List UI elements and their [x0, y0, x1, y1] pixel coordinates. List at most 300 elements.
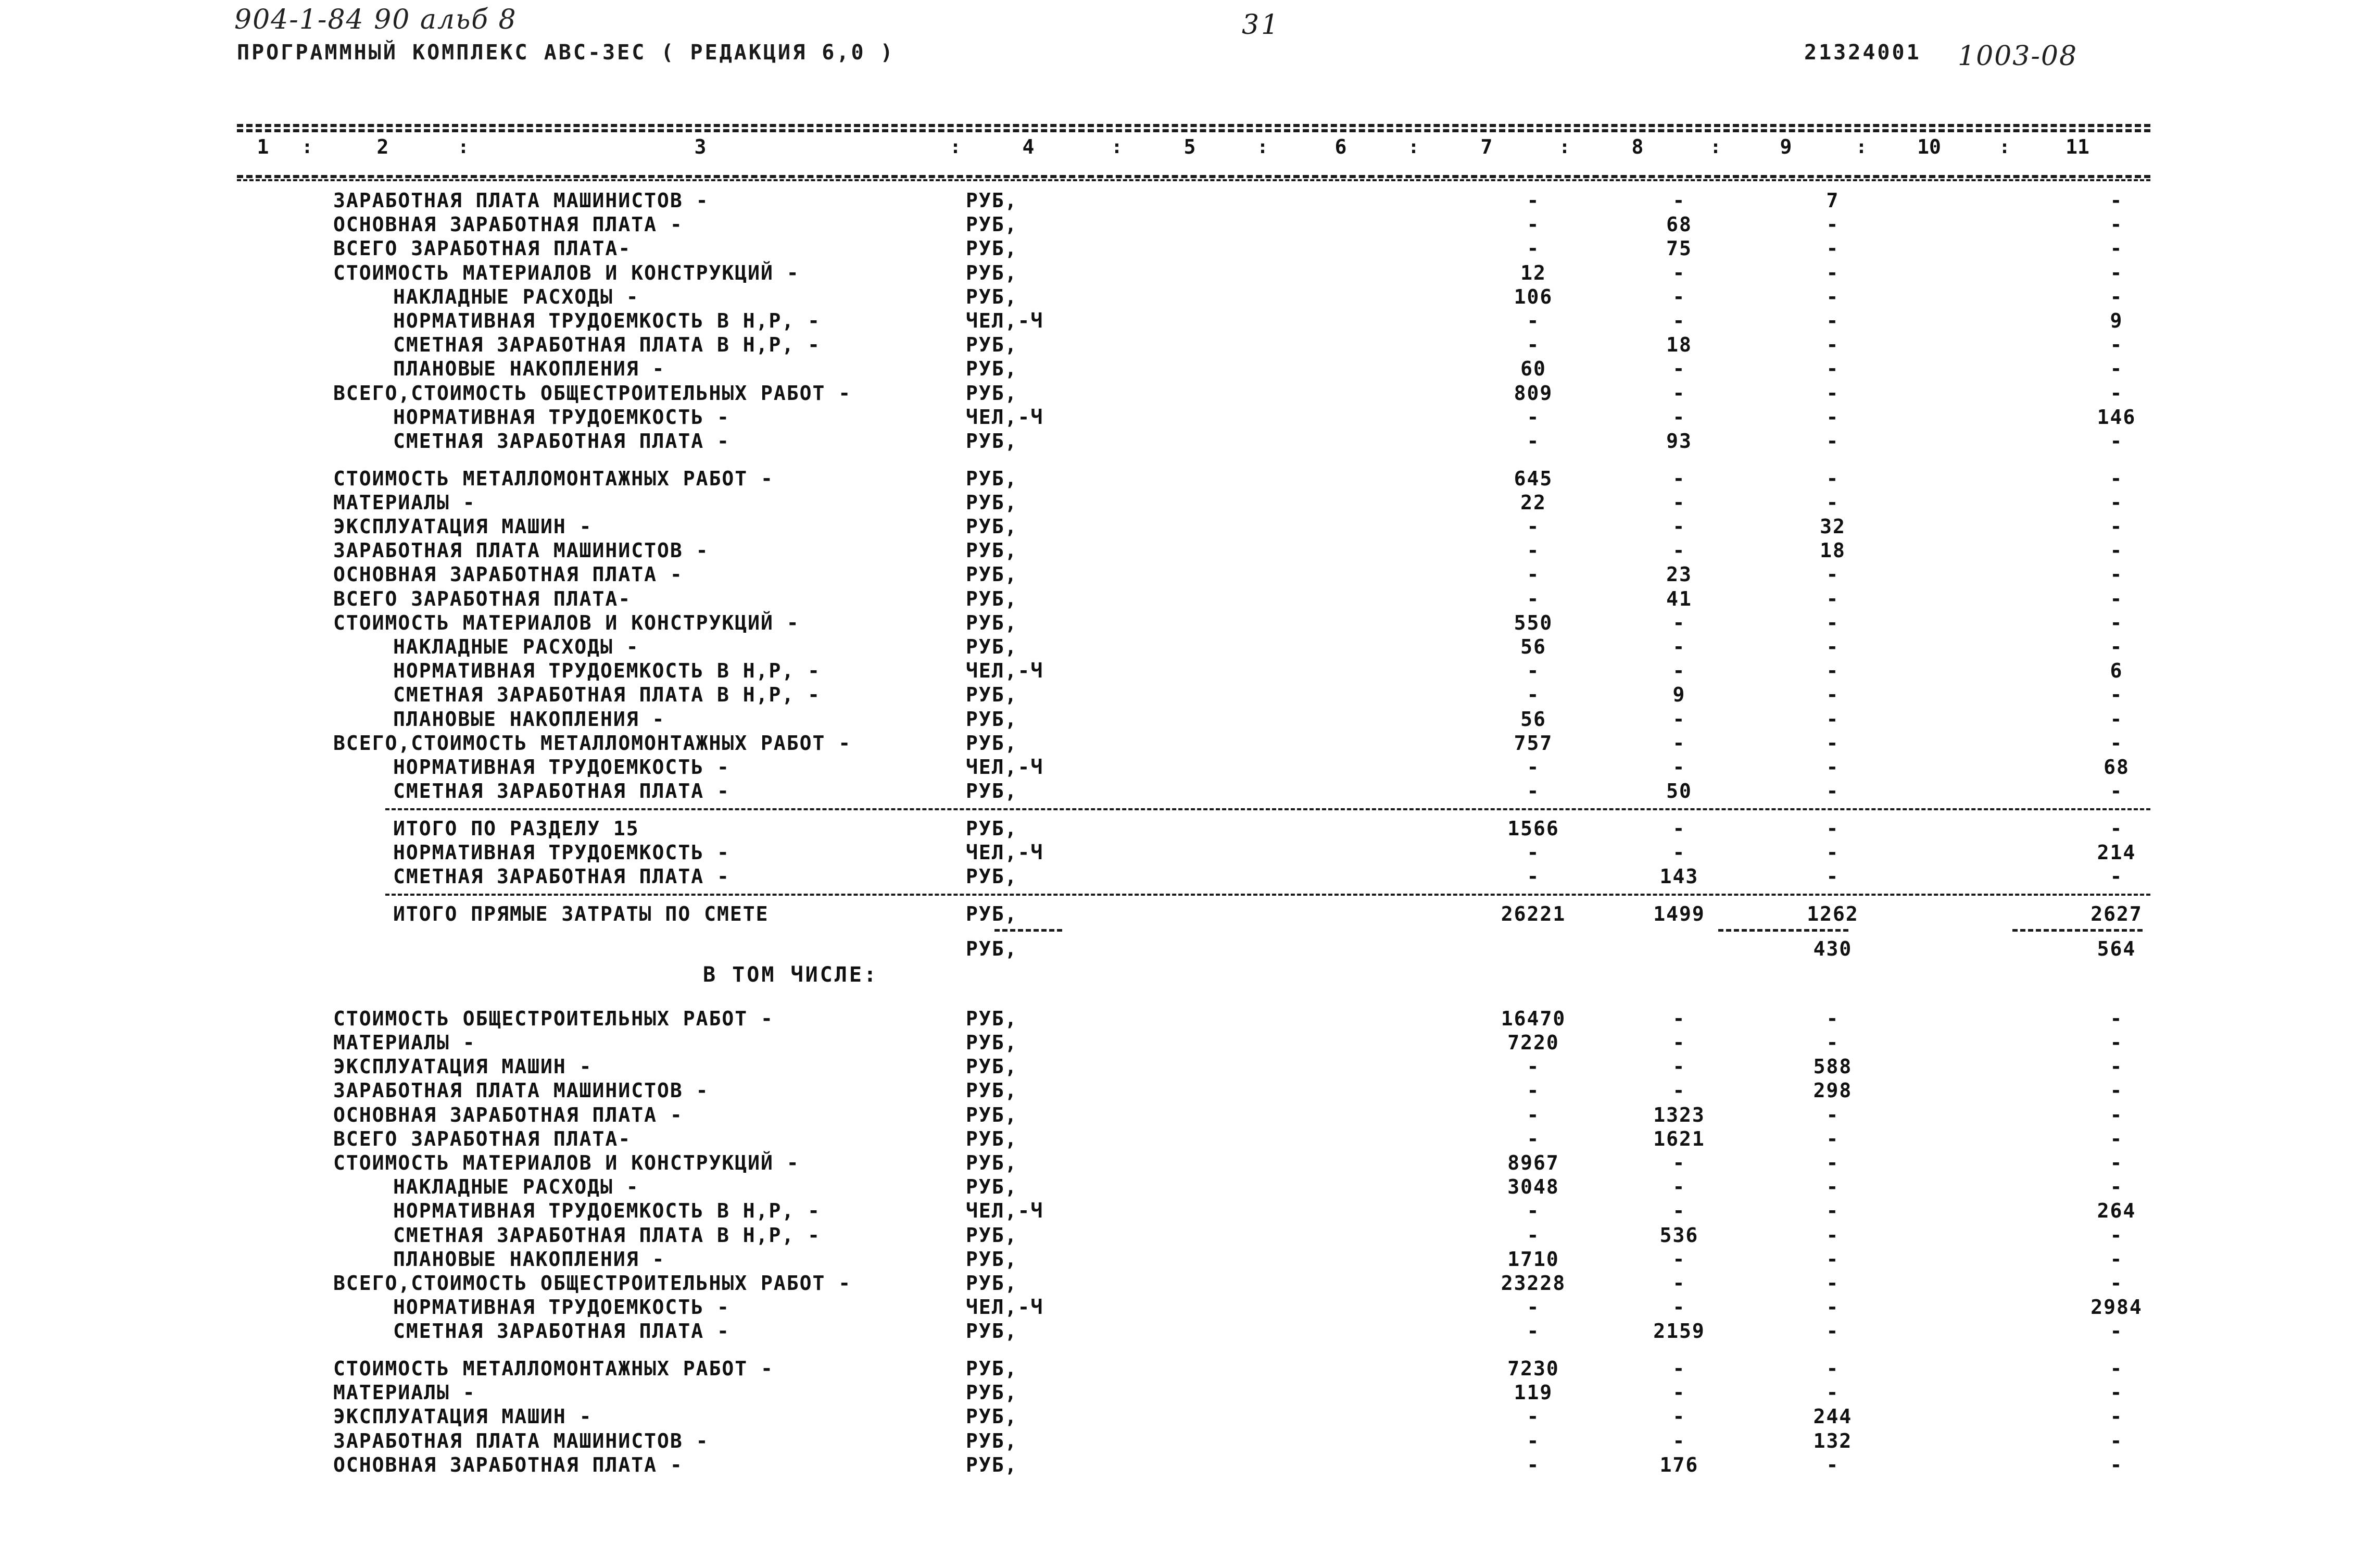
cell-col9: - — [1826, 357, 1840, 381]
table-row — [0, 1223, 2380, 1247]
cell-col9: - — [1826, 817, 1840, 840]
cell-col8: - — [1672, 261, 1686, 284]
cell-col8: - — [1672, 1055, 1686, 1078]
cell-col11: - — [2110, 731, 2123, 755]
table-row — [0, 1078, 2380, 1102]
cell-col8: - — [1672, 1079, 1686, 1102]
cell-col11: - — [2110, 1381, 2123, 1404]
row-label: ОСНОВНАЯ ЗАРАБОТНАЯ ПЛАТА - — [333, 1103, 683, 1126]
row-unit: РУБ, — [966, 1223, 1018, 1247]
cell-col8: - — [1672, 1381, 1686, 1404]
cell-col8: - — [1672, 467, 1686, 490]
cell-col7: 550 — [1514, 611, 1553, 634]
subtotal-underline — [2012, 929, 2143, 932]
cell-col7: - — [1527, 213, 1540, 236]
cell-col9: - — [1826, 1151, 1840, 1174]
row-label: СТОИМОСТЬ МЕТАЛЛОМОНТАЖНЫХ РАБОТ - — [333, 467, 774, 490]
table-row — [0, 309, 2380, 333]
cell-col7: - — [1527, 756, 1540, 779]
column-separator: : — [950, 136, 961, 158]
row-label: ВСЕГО,СТОИМОСТЬ ОБЩЕСТРОИТЕЛЬНЫХ РАБОТ - — [333, 1272, 852, 1295]
cell-col9: - — [1826, 1296, 1840, 1319]
cell-col11: - — [2110, 1429, 2123, 1452]
cell-col11: - — [2110, 1151, 2123, 1174]
cell-col9: - — [1826, 405, 1840, 429]
table-row — [0, 1247, 2380, 1271]
cell-col9: 1262 — [1807, 902, 1859, 925]
row-label: ИТОГО ПО РАЗДЕЛУ 15 — [393, 817, 639, 840]
cell-col7: 3048 — [1507, 1175, 1559, 1199]
breakdown-title: В ТОМ ЧИСЛЕ: — [703, 963, 878, 987]
cell-col8: - — [1672, 659, 1686, 683]
column-number-1: 1 — [257, 135, 269, 158]
table-row — [0, 1199, 2380, 1223]
row-unit: РУБ, — [966, 1151, 1018, 1174]
row-unit: РУБ, — [966, 1103, 1018, 1126]
column-number-9: 9 — [1780, 135, 1792, 158]
table-row — [0, 841, 2380, 864]
row-label: НОРМАТИВНАЯ ТРУДОЕМКОСТЬ В Н,Р, - — [393, 1199, 821, 1223]
cell-col9: - — [1826, 1357, 1840, 1380]
cell-col7: - — [1527, 1055, 1540, 1078]
table-row — [0, 1271, 2380, 1295]
table-row — [0, 1151, 2380, 1175]
cell-col7: - — [1527, 1127, 1540, 1150]
cell-col8: 2159 — [1653, 1320, 1705, 1343]
cell-col11: - — [2110, 1007, 2123, 1030]
table-row — [0, 683, 2380, 707]
cell-col7: - — [1527, 865, 1540, 888]
cell-col8: 9 — [1672, 683, 1686, 707]
cell-col7: - — [1527, 587, 1540, 610]
row-unit: РУБ, — [966, 902, 1018, 925]
table-row — [0, 1404, 2380, 1428]
handwritten-sheet-code: 1003-08 — [1958, 41, 2078, 72]
cell-col9: 32 — [1820, 515, 1846, 538]
row-unit: РУБ, — [966, 1055, 1018, 1078]
row-label: СТОИМОСТЬ МАТЕРИАЛОВ И КОНСТРУКЦИЙ - — [333, 611, 800, 634]
row-unit: РУБ, — [966, 563, 1018, 586]
cell-col9: - — [1826, 309, 1840, 332]
program-header: ПРОГРАММНЫЙ КОМПЛЕКС АВС-3ЕС ( РЕДАКЦИЯ 6,0 ) — [237, 41, 895, 65]
cell-col7: - — [1527, 405, 1540, 429]
cell-col11: - — [2110, 381, 2123, 405]
row-unit: РУБ, — [966, 539, 1018, 562]
cell-col11: - — [2110, 237, 2123, 260]
column-number-8: 8 — [1631, 135, 1644, 158]
row-unit: РУБ, — [966, 1405, 1018, 1428]
cell-col11: 264 — [2097, 1199, 2136, 1223]
table-row — [0, 212, 2380, 236]
row-label: СТОИМОСТЬ МЕТАЛЛОМОНТАЖНЫХ РАБОТ - — [333, 1357, 774, 1380]
cell-col8: 68 — [1666, 213, 1692, 236]
cell-col8: 1499 — [1653, 902, 1705, 925]
cell-col11: 2627 — [2091, 902, 2143, 925]
cell-col8: - — [1672, 1357, 1686, 1380]
row-unit: РУБ, — [966, 1127, 1018, 1150]
row-label: СМЕТНАЯ ЗАРАБОТНАЯ ПЛАТА - — [393, 430, 730, 453]
cell-col7: 106 — [1514, 285, 1553, 308]
cell-col9: 298 — [1813, 1079, 1853, 1102]
cell-col7: - — [1527, 515, 1540, 538]
table-row — [0, 817, 2380, 841]
row-label: ЗАРАБОТНАЯ ПЛАТА МАШИНИСТОВ - — [333, 1079, 709, 1102]
cell-col7: 7220 — [1507, 1031, 1559, 1054]
cell-col7: 26221 — [1501, 902, 1566, 925]
row-unit: ЧЕЛ,-Ч — [966, 659, 1044, 683]
table-row — [0, 587, 2380, 611]
row-label: ВСЕГО ЗАРАБОТНАЯ ПЛАТА- — [333, 587, 632, 610]
cell-col8: - — [1672, 515, 1686, 538]
cell-col8: 50 — [1666, 780, 1692, 803]
cell-col11: - — [2110, 189, 2123, 212]
row-label: ПЛАНОВЫЕ НАКОПЛЕНИЯ - — [393, 1247, 665, 1271]
column-separator: : — [1257, 136, 1268, 158]
cell-col11: - — [2110, 539, 2123, 562]
cell-col11: - — [2110, 1357, 2123, 1380]
cell-col7: - — [1527, 841, 1540, 864]
table-row — [0, 611, 2380, 635]
row-label: ЭКСПЛУАТАЦИЯ МАШИН - — [333, 1055, 593, 1078]
row-label: НОРМАТИВНАЯ ТРУДОЕМКОСТЬ - — [393, 841, 730, 864]
cell-col11: - — [2110, 491, 2123, 514]
cell-col8: 41 — [1666, 587, 1692, 610]
cell-col7: - — [1527, 683, 1540, 707]
row-unit: РУБ, — [966, 635, 1018, 658]
row-unit: РУБ, — [966, 1381, 1018, 1404]
row-unit: РУБ, — [966, 587, 1018, 610]
row-label: ПЛАНОВЫЕ НАКОПЛЕНИЯ - — [393, 707, 665, 731]
table-row — [0, 1381, 2380, 1404]
table-row — [0, 902, 2380, 926]
row-label: ЭКСПЛУАТАЦИЯ МАШИН - — [333, 515, 593, 538]
cell-col9: - — [1826, 333, 1840, 357]
table-header-bottom-rule-double — [237, 179, 2150, 181]
column-number-5: 5 — [1183, 135, 1196, 158]
table-row — [0, 1319, 2380, 1343]
cell-col9: - — [1826, 1247, 1840, 1271]
cell-col8: 75 — [1666, 237, 1692, 260]
cell-col9: - — [1826, 1272, 1840, 1295]
cell-col11: - — [2110, 261, 2123, 284]
column-separator: : — [301, 136, 313, 158]
cell-col8: 18 — [1666, 333, 1692, 357]
cell-col7: - — [1527, 1405, 1540, 1428]
cell-col9: - — [1826, 635, 1840, 658]
table-row — [0, 1453, 2380, 1477]
row-unit: ЧЕЛ,-Ч — [966, 756, 1044, 779]
table-row — [0, 1175, 2380, 1199]
cell-col9: - — [1826, 683, 1840, 707]
cell-col7: 645 — [1514, 467, 1553, 490]
cell-col11: - — [2110, 430, 2123, 453]
cell-col9: - — [1826, 587, 1840, 610]
cell-col7: - — [1527, 237, 1540, 260]
row-label: СМЕТНАЯ ЗАРАБОТНАЯ ПЛАТА В Н,Р, - — [393, 333, 821, 357]
cell-col7: - — [1527, 1320, 1540, 1343]
table-row — [0, 1055, 2380, 1078]
handwritten-album-note: 904-1-84 90 альб 8 — [234, 4, 517, 35]
cell-col8: - — [1672, 1007, 1686, 1030]
cell-col11: 9 — [2110, 309, 2123, 332]
cell-col9: - — [1826, 563, 1840, 586]
section-total-rule — [385, 808, 2150, 810]
row-label: НОРМАТИВНАЯ ТРУДОЕМКОСТЬ - — [393, 756, 730, 779]
row-unit: ЧЕЛ,-Ч — [966, 405, 1044, 429]
cell-col9: - — [1826, 731, 1840, 755]
cell-col11: - — [2110, 1247, 2123, 1271]
table-row — [0, 1429, 2380, 1453]
cell-col11: 6 — [2110, 659, 2123, 683]
row-label: ЭКСПЛУАТАЦИЯ МАШИН - — [333, 1405, 593, 1428]
cell-col8: - — [1672, 357, 1686, 381]
cell-col7: - — [1527, 1429, 1540, 1452]
cell-col9: 18 — [1820, 539, 1846, 562]
table-top-rule — [237, 124, 2150, 127]
row-label: НОРМАТИВНАЯ ТРУДОЕМКОСТЬ - — [393, 1296, 730, 1319]
row-label: СМЕТНАЯ ЗАРАБОТНАЯ ПЛАТА - — [393, 1320, 730, 1343]
column-separator: : — [458, 136, 469, 158]
cell-col11: - — [2110, 1453, 2123, 1476]
cell-col11: - — [2110, 1103, 2123, 1126]
row-unit: РУБ, — [966, 1031, 1018, 1054]
table-row — [0, 405, 2380, 429]
cell-col7: 56 — [1520, 707, 1546, 731]
table-row — [0, 285, 2380, 309]
table-row — [0, 562, 2380, 586]
row-unit: РУБ, — [966, 189, 1018, 212]
cell-col11: 68 — [2104, 756, 2130, 779]
cell-col11: - — [2110, 1127, 2123, 1150]
cell-col9: - — [1826, 213, 1840, 236]
column-separator: : — [1856, 136, 1867, 158]
cell-col7: - — [1527, 780, 1540, 803]
cell-col11: - — [2110, 817, 2123, 840]
cell-col9: - — [1826, 467, 1840, 490]
cell-col7: - — [1527, 333, 1540, 357]
row-unit: РУБ, — [966, 1453, 1018, 1476]
cell-col9: - — [1826, 261, 1840, 284]
cell-col8: - — [1672, 817, 1686, 840]
row-label: ОСНОВНАЯ ЗАРАБОТНАЯ ПЛАТА - — [333, 1453, 683, 1476]
cell-col7: 23228 — [1501, 1272, 1566, 1295]
cell-col8: - — [1672, 309, 1686, 332]
row-unit: РУБ, — [966, 333, 1018, 357]
cell-col9: - — [1826, 1127, 1840, 1150]
row-label: ИТОГО ПРЯМЫЕ ЗАТРАТЫ ПО СМЕТЕ — [393, 902, 769, 925]
cell-col7: 1710 — [1507, 1247, 1559, 1271]
cell-col7: 22 — [1520, 491, 1546, 514]
row-label: ВСЕГО ЗАРАБОТНАЯ ПЛАТА- — [333, 1127, 632, 1150]
table-row — [0, 1295, 2380, 1319]
cell-col11: - — [2110, 587, 2123, 610]
column-separator: : — [1999, 136, 2010, 158]
row-label: СМЕТНАЯ ЗАРАБОТНАЯ ПЛАТА В Н,Р, - — [393, 683, 821, 707]
row-label: ЗАРАБОТНАЯ ПЛАТА МАШИНИСТОВ - — [333, 1429, 709, 1452]
row-label: МАТЕРИАЛЫ - — [333, 1031, 476, 1054]
cell-col7: 7230 — [1507, 1357, 1559, 1380]
cell-col8: - — [1672, 381, 1686, 405]
row-unit: РУБ, — [966, 865, 1018, 888]
row-unit: РУБ, — [966, 357, 1018, 381]
row-label: ВСЕГО,СТОИМОСТЬ МЕТАЛЛОМОНТАЖНЫХ РАБОТ - — [333, 731, 852, 755]
table-row — [0, 635, 2380, 659]
cell-col7: - — [1527, 539, 1540, 562]
cell-col11: 214 — [2097, 841, 2136, 864]
table-row — [0, 755, 2380, 779]
cell-col11: - — [2110, 1055, 2123, 1078]
column-number-10: 10 — [1917, 135, 1941, 158]
cell-col9: - — [1826, 1031, 1840, 1054]
cell-col9: - — [1826, 430, 1840, 453]
table-row — [0, 731, 2380, 755]
table-row — [0, 429, 2380, 453]
row-label: НОРМАТИВНАЯ ТРУДОЕМКОСТЬ - — [393, 405, 730, 429]
cell-col7: 56 — [1520, 635, 1546, 658]
cell-col11: - — [2110, 1223, 2123, 1247]
cell-col11: - — [2110, 865, 2123, 888]
row-label: ЗАРАБОТНАЯ ПЛАТА МАШИНИСТОВ - — [333, 539, 709, 562]
row-label: ВСЕГО,СТОИМОСТЬ ОБЩЕСТРОИТЕЛЬНЫХ РАБОТ - — [333, 381, 852, 405]
cell-col9: 430 — [1813, 937, 1853, 960]
cell-col9: 132 — [1813, 1429, 1853, 1452]
column-number-6: 6 — [1334, 135, 1347, 158]
table-row — [0, 1007, 2380, 1031]
row-unit: РУБ, — [966, 1357, 1018, 1380]
row-unit: РУБ, — [966, 731, 1018, 755]
row-label: НАКЛАДНЫЕ РАСХОДЫ - — [393, 285, 639, 308]
cell-col8: - — [1672, 1296, 1686, 1319]
column-separator: : — [1111, 136, 1123, 158]
row-unit: РУБ, — [966, 1247, 1018, 1271]
cell-col7: - — [1527, 1296, 1540, 1319]
column-number-3: 3 — [694, 135, 707, 158]
cell-col8: - — [1672, 635, 1686, 658]
cell-col11: - — [2110, 1175, 2123, 1199]
cell-col11: - — [2110, 563, 2123, 586]
row-label: МАТЕРИАЛЫ - — [333, 1381, 476, 1404]
cell-col9: - — [1826, 780, 1840, 803]
row-label: НОРМАТИВНАЯ ТРУДОЕМКОСТЬ В Н,Р, - — [393, 659, 821, 683]
cell-col11: - — [2110, 333, 2123, 357]
column-separator: : — [1408, 136, 1419, 158]
row-label: ЗАРАБОТНАЯ ПЛАТА МАШИНИСТОВ - — [333, 189, 709, 212]
cell-col8: 143 — [1659, 865, 1699, 888]
column-separator: : — [1559, 136, 1570, 158]
table-top-rule-double — [237, 129, 2150, 132]
cell-col7: 757 — [1514, 731, 1553, 755]
cell-col8: - — [1672, 1199, 1686, 1223]
row-label: СТОИМОСТЬ МАТЕРИАЛОВ И КОНСТРУКЦИЙ - — [333, 261, 800, 284]
cell-col9: - — [1826, 491, 1840, 514]
cell-col8: - — [1672, 1247, 1686, 1271]
cell-col11: - — [2110, 611, 2123, 634]
table-row — [0, 1127, 2380, 1151]
row-unit: РУБ, — [966, 381, 1018, 405]
cell-col9: - — [1826, 285, 1840, 308]
table-row — [0, 779, 2380, 803]
row-unit: РУБ, — [966, 1320, 1018, 1343]
cell-col9: - — [1826, 865, 1840, 888]
table-row — [0, 189, 2380, 212]
cell-col7: 12 — [1520, 261, 1546, 284]
row-label: МАТЕРИАЛЫ - — [333, 491, 476, 514]
row-unit: РУБ, — [966, 467, 1018, 490]
cell-col7: - — [1527, 1223, 1540, 1247]
cell-col8: 1323 — [1653, 1103, 1705, 1126]
cell-col7: - — [1527, 430, 1540, 453]
cell-col9: - — [1826, 1103, 1840, 1126]
cell-col9: - — [1826, 1223, 1840, 1247]
cell-col8: - — [1672, 756, 1686, 779]
table-header-bottom-rule — [237, 175, 2150, 178]
table-row — [0, 333, 2380, 357]
row-unit: РУБ, — [966, 707, 1018, 731]
row-label: НАКЛАДНЫЕ РАСХОДЫ - — [393, 1175, 639, 1199]
table-row — [0, 1031, 2380, 1055]
row-unit: РУБ, — [966, 1079, 1018, 1102]
row-label: СМЕТНАЯ ЗАРАБОТНАЯ ПЛАТА В Н,Р, - — [393, 1223, 821, 1247]
cell-col11: - — [2110, 683, 2123, 707]
cell-col9: - — [1826, 1381, 1840, 1404]
row-label: ОСНОВНАЯ ЗАРАБОТНАЯ ПЛАТА - — [333, 213, 683, 236]
row-unit: РУБ, — [966, 817, 1018, 840]
table-row — [0, 1103, 2380, 1127]
section-total-rule — [385, 894, 2150, 896]
row-label: СМЕТНАЯ ЗАРАБОТНАЯ ПЛАТА - — [393, 780, 730, 803]
cell-col8: - — [1672, 1272, 1686, 1295]
table-row — [0, 515, 2380, 538]
row-label: ОСНОВНАЯ ЗАРАБОТНАЯ ПЛАТА - — [333, 563, 683, 586]
cell-col8: - — [1672, 285, 1686, 308]
row-unit: РУБ, — [966, 937, 1018, 960]
row-unit: РУБ, — [966, 237, 1018, 260]
cell-col7: 8967 — [1507, 1151, 1559, 1174]
row-unit: РУБ, — [966, 430, 1018, 453]
cell-col9: - — [1826, 756, 1840, 779]
subtotal-underline — [994, 929, 1062, 932]
page-number: 31 — [1242, 9, 1281, 41]
cell-col9: - — [1826, 841, 1840, 864]
cell-col8: 536 — [1659, 1223, 1699, 1247]
cell-col9: - — [1826, 381, 1840, 405]
cell-col9: - — [1826, 1175, 1840, 1199]
cell-col11: 564 — [2097, 937, 2136, 960]
subtotal-underline — [1718, 929, 1848, 932]
table-row — [0, 467, 2380, 491]
cell-col9: - — [1826, 659, 1840, 683]
table-row — [0, 538, 2380, 562]
cell-col7: 119 — [1514, 1381, 1553, 1404]
column-number-11: 11 — [2066, 135, 2089, 158]
row-unit: ЧЕЛ,-Ч — [966, 1199, 1044, 1223]
cell-col7: 809 — [1514, 381, 1553, 405]
column-number-7: 7 — [1480, 135, 1493, 158]
cell-col9: - — [1826, 707, 1840, 731]
document-code: 21324001 — [1804, 41, 1921, 65]
cell-col8: 1621 — [1653, 1127, 1705, 1150]
cell-col8: - — [1672, 1405, 1686, 1428]
cell-col7: - — [1527, 563, 1540, 586]
row-label: ПЛАНОВЫЕ НАКОПЛЕНИЯ - — [393, 357, 665, 381]
cell-col8: - — [1672, 539, 1686, 562]
table-row — [0, 707, 2380, 731]
column-number-4: 4 — [1022, 135, 1035, 158]
cell-col7: - — [1527, 1103, 1540, 1126]
table-row — [0, 659, 2380, 683]
cell-col7: - — [1527, 1199, 1540, 1223]
column-separator: : — [1710, 136, 1721, 158]
